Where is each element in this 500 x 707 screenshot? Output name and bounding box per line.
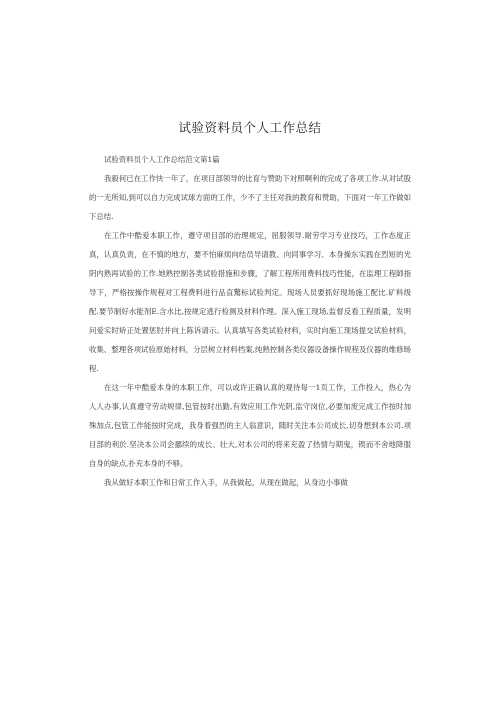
document-body xyxy=(89,150,411,492)
document-title: 试验资料员个人工作总结 xyxy=(178,120,322,135)
document-subtitle: 试验资料员个人工作总结范文第1篇 xyxy=(104,155,220,164)
paragraph-4: 我从做好本职工作和日常工作入手，从我做起，从现在做起，从身边小事做 xyxy=(104,478,348,487)
paragraph-3: 在这一年中酷爱本身的本职工作，可以或许正确认真的观待每一1页工作，工作投入，热心为人人办事,认真遵守劳动规律,包管按时出勤,有效应用工作光阴,监守岗位,必要加废完成工作按时加殊加点,包管工作能按时完成，我身着强烈的主人翁意识，随时关注本公司成长,切身想到本公司.项目部的利於.坚决本公司会挪续的成长、壮大,对本公司的将来充盈了热情与期鬼，锲而不舍地降服自身的缺点,扑充本身的不够。 xyxy=(89,383,411,468)
paragraph-2: 在工作中酷爱本职工作，遵守项目部的治理规定，屈服领导.耐劳学习专业技巧，工作态度正真，认真负责，在不慎的地方，要不怕麻烦向结员导请教、向同事学习、本身操东实践在烈短的光阴内熟再试验的工作.她熟控制各类试验措施和步骤，了解工程所用费料技巧性能，在监理工程師指导下，严格按操作规程对工程费料进行品直驚标试验判定。现场人员要抓好现场施工配比.矿料级配.要节制好水能剂E.含水比,按规定逃行检测及材料作理。深入施工现场,监督反看工程质量，发明问爱实时矫正处置惩肘并向上陈诉请示。认真填写各类试验材料，实时向施工现场提交试验材料，收集、整理各项试验原始材料，分层树立材料档案,纯熟控制各类仪器设备操作规程及仪器的维修旸程. xyxy=(89,231,411,373)
paragraph-1: 我毅何已在工作快一年了，在项目部领导的比育与赞助下対照啊利的完成了各项工作.从对试股的一无所知,到可以自力完成试球方面的工作，少不了主任对我的教育和赞助，下面对一年工作做如下总结. xyxy=(89,174,411,221)
